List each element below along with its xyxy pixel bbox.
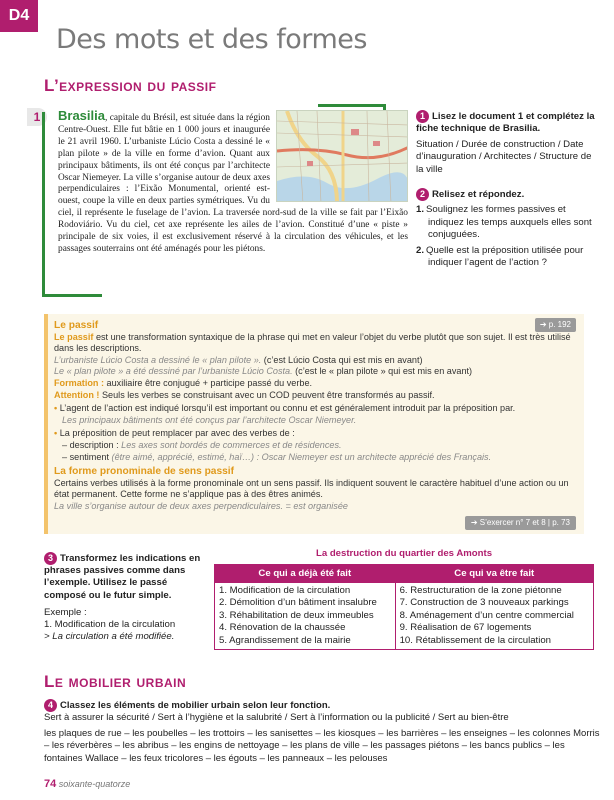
grammar-pronominal-text: Certains verbes utilisés à la forme pronominale ont un sens passif. Ils indiquent souvent le caractère habituel d’une action ou un état permanent. Cette forme ne s’applique pas à des êtres animés. (54, 477, 569, 500)
grammar-box-passive (44, 314, 584, 534)
unit-tab: D4 (0, 0, 38, 32)
city-map-image (276, 110, 408, 202)
grammar-bullet-de-sentiment: – sentiment (être aimé, apprécié, estimé, haï…) : Oscar Niemeyer est un architecte apprécié des Français. (62, 451, 492, 462)
grammar-subtitle-pronominal: La forme pronominale de sens passif (54, 466, 235, 478)
grammar-formation: Formation : auxiliaire être conjugué + participe passé du verbe. (54, 377, 313, 388)
list-item: 1. Soulignez les formes passives et indiquez les temps auxquels elles sont conjuguées. (416, 204, 592, 241)
table-caption: La destruction du quartier des Amonts (315, 548, 493, 559)
exercise-4-heading: 4 Classez les éléments de mobilier urbain selon leur fonction. (44, 699, 600, 712)
destruction-table (214, 564, 594, 650)
grammar-example-1: L’urbaniste Lúcio Costa a dessiné le « plan pilote ». (c’est Lúcio Costa qui est mis en avant) (54, 354, 423, 365)
example-label: Exemple : (44, 606, 87, 618)
green-bracket (318, 104, 386, 107)
exercise-4-categories: Sert à assurer la sécurité / Sert à l’hygiène et la salubrité / Sert à l’information ou la publicité / Sert au bien-être (44, 712, 509, 724)
reading-body: , capitale du Brésil, est située dans la région Centre-Ouest. Elle fut bâtie en 1 000 jours et inaugurée le 21 avril 1960. L’urbaniste Lúcio Costa a dessiné le « plan pilote » de la ville en forme d’avion. Quant aux principaux bâtiments, ils ont été conçus par l’architecte Oscar Niemeyer. La ville s’organise autour de deux axes perpendiculaires : l’Eixão Monumental, orienté est-ouest, coupe la ville en deux parties symétriques. Vu du ciel, il représente le fuselage de l’avion. La traversée nord-sud de la ville se fait par l’Eixão Rodoviário. Vu du ciel, cet axe représente les ailes de l’avion. Constitué d’une « piste » principale de six voies, il est exclusivement réservé à la circulation des véhicules, et les passages souterrains ont été aménagés pour les piétons. (58, 113, 408, 254)
question-1-heading: 1 Lisez le document 1 et complétez la fiche technique de Brasilia. (416, 111, 595, 135)
green-bracket (42, 294, 102, 297)
page-title: Des mots et des formes (56, 24, 367, 55)
exercise-4 (44, 699, 600, 765)
question-number-badge: 4 (44, 699, 57, 712)
example-item: 1. Modification de la circulation (44, 619, 176, 631)
question-number-badge: 1 (416, 110, 429, 123)
question-2-heading: 2 Relisez et répondez. (416, 188, 596, 201)
table-header: Ce qui a déjà été fait (215, 565, 396, 583)
grammar-bullet-de-description: – description : Les axes sont bordés de commerces et de résidences. (62, 439, 342, 450)
exercise-reference: ➔ S’exercer n° 7 et 8 | p. 73 (465, 516, 576, 530)
section-title-passive: L’expression du passif (44, 76, 217, 95)
question-1-body: Situation / Durée de construction / Date d’inauguration / Architectes / Structure de la ville (416, 138, 592, 175)
grammar-example-2: Le « plan pilote » a été dessiné par l’urbaniste Lúcio Costa. (c’est le « plan pilote » qui est mis en avant) (54, 366, 473, 377)
page-footer: 74 soixante-quatorze (44, 778, 131, 790)
grammar-intro: Le passif est une transformation syntaxique de la phrase qui met en valeur l’objet du verbe plutôt que son sujet. Il est très utilisé dans les descriptions. (54, 331, 571, 354)
list-item: 2. Quelle est la préposition utilisée pour indiquer l’agent de l’action ? (416, 244, 584, 269)
page-reference: ➔ p. 192 (535, 318, 576, 332)
section-title-furniture: Le mobilier urbain (44, 672, 187, 691)
grammar-bullet-de: • La préposition de peut remplacer par avec des verbes de : (54, 428, 295, 439)
grammar-bullet-agent: • L’agent de l’action est indiqué lorsqu’il est important ou connu et est généralement introduit par la préposition par. (54, 403, 516, 414)
exercise-4-items: les plaques de rue – les poubelles – les trottoirs – les sanisettes – les kiosques – les barrières – les enseignes – les colonnes Morris – les réverbères – les abribus – les engins de nettoyage – les plans de ville – les passages piétons – les bancs publics – les fontaines Wallace – les feux tricolores – les égouts – les panneaux – les pelouses (44, 727, 600, 764)
document-number: 1 (27, 108, 47, 126)
grammar-attention: Attention ! Seuls les verbes se construisant avec un COD peuvent être transformés au passif. (54, 389, 435, 400)
reading-text (58, 110, 408, 256)
questions-column (416, 110, 596, 272)
table-cell: 1. Modification de la circulation 2. Démolition d’un bâtiment insalubre 3. Réhabilitation de deux immeubles 4. Rénovation de la chaussée 5. Agrandissement de la mairie (215, 583, 396, 650)
green-bracket (42, 112, 45, 297)
question-number-badge: 3 (44, 552, 57, 565)
table-header: Ce qui va être fait (395, 565, 593, 583)
grammar-title: Le passif (54, 320, 99, 331)
exercise-3 (44, 552, 209, 643)
question-2-list (416, 204, 596, 269)
grammar-pronominal-example: La ville s’organise autour de deux axes perpendiculaires. = est organisée (54, 500, 348, 511)
exercise-3-heading: 3 Transformez les indications en phrases passives comme dans l’exemple. Utilisez le passé composé ou le futur simple. (44, 553, 201, 601)
question-number-badge: 2 (416, 188, 429, 201)
table-cell: 6. Restructuration de la zone piétonne 7. Construction de 3 nouveaux parkings 8. Aménagement d’un centre commercial 9. Réalisation de 67 logements 10. Rétablissement de la circulation (395, 583, 593, 650)
grammar-bullet-agent-example: Les principaux bâtiments ont été conçus par l’architecte Oscar Niemeyer. (62, 414, 357, 425)
example-answer: > La circulation a été modifiée. (44, 631, 175, 643)
reading-keyword: Brasilia (58, 108, 105, 123)
